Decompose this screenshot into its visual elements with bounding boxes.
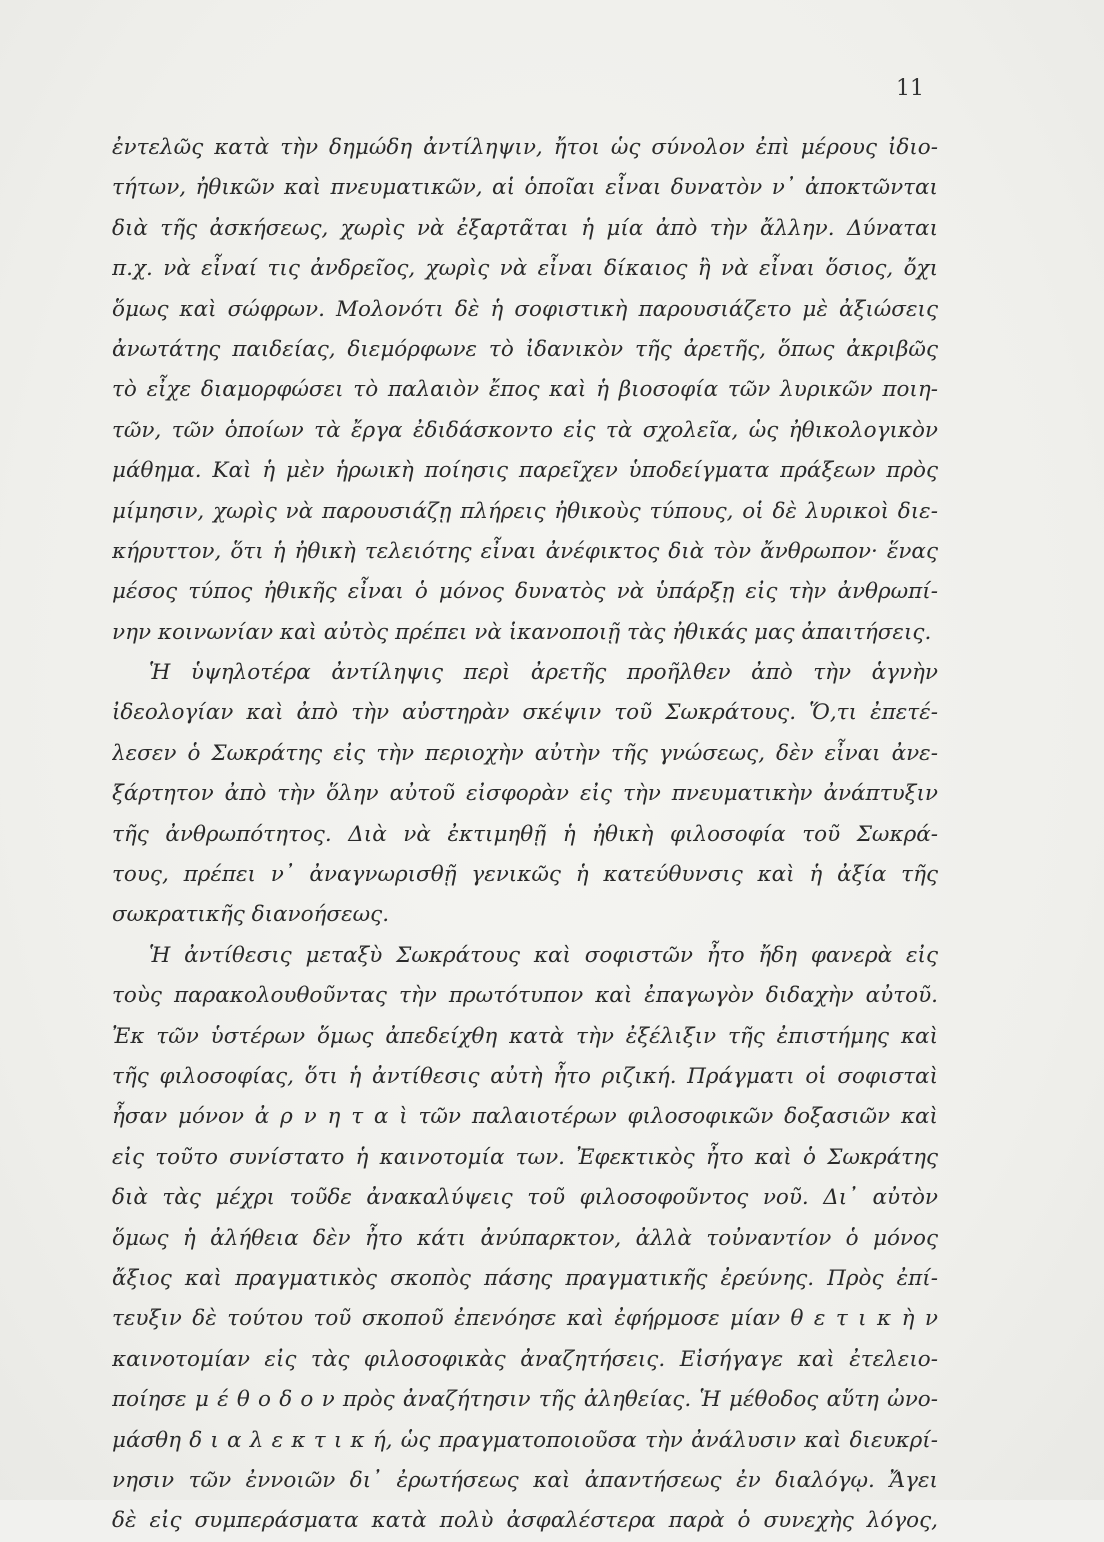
text-line: Ἐκ τῶν ὑστέρων ὅμως ἀπεδείχθη κατὰ τὴν ἐξέλιξιν τῆς ἐπιστήμης καὶ [112, 1023, 938, 1049]
text-line: καινοτομίαν εἰς τὰς φιλοσοφικὰς ἀναζητήσεις. Εἰσήγαγε καὶ ἐτελειο- [112, 1346, 938, 1372]
text-line: τῆς φιλοσοφίας, ὅτι ἡ ἀντίθεσις αὐτὴ ἦτο ριζική. Πράγματι οἱ σοφισταὶ [112, 1063, 938, 1089]
text-line: τους, πρέπει ν᾽ ἀναγνωρισθῇ γενικῶς ἡ κατεύθυνσις καὶ ἡ ἀξία τῆς [112, 862, 938, 888]
text-line: διὰ τὰς μέχρι τοῦδε ἀνακαλύψεις τοῦ φιλοσοφοῦντος νοῦ. Δι᾽ αὐτὸν [112, 1185, 938, 1211]
text-line: ἄξιος καὶ πραγματικὸς σκοπὸς πάσης πραγματικῆς ἐρεύνης. Πρὸς ἐπί- [112, 1265, 938, 1291]
text-line: σωκρατικῆς διανοήσεως. [112, 902, 390, 928]
text-line: τὸ εἶχε διαμορφώσει τὸ παλαιὸν ἔπος καὶ ἡ βιοσοφία τῶν λυρικῶν ποιη- [112, 377, 938, 403]
text-line: κήρυττον, ὅτι ἡ ἠθικὴ τελειότης εἶναι ἀνέφικτος διὰ τὸν ἄνθρωπον· ἕνας [112, 538, 938, 564]
text-line: ἐντελῶς κατὰ τὴν δημώδη ἀντίληψιν, ἤτοι ὡς σύνολον ἐπὶ μέρους ἰδιο- [112, 135, 938, 160]
text-line: ἀνωτάτης παιδείας, διεμόρφωνε τὸ ἰδανικὸν τῆς ἀρετῆς, ὅπως ἀκριβῶς [112, 336, 938, 362]
paragraph-start-line: Ἡ ὑψηλοτέρα ἀντίληψις περὶ ἀρετῆς προῆλθεν ἀπὸ τὴν ἁγνὴν [149, 660, 938, 686]
text-line: ἰδεολογίαν καὶ ἀπὸ τὴν αὐστηρὰν σκέψιν τοῦ Σωκράτους. Ὅ,τι ἐπετέ- [112, 700, 938, 726]
text-line: μέσος τύπος ἠθικῆς εἶναι ὁ μόνος δυνατὸς νὰ ὑπάρξῃ εἰς τὴν ἀνθρωπί- [112, 579, 938, 605]
text-line: τευξιν δὲ τούτου τοῦ σκοποῦ ἐπενόησε καὶ ἐφήρμοσε μίαν θ ε τ ι κ ὴ ν [112, 1306, 938, 1332]
body-text [112, 128, 938, 1542]
text-line: ὅμως καὶ σώφρων. Μολονότι δὲ ἡ σοφιστικὴ παρουσιάζετο μὲ ἀξιώσεις [112, 296, 938, 322]
text-line: νην κοινωνίαν καὶ αὐτὸς πρέπει νὰ ἱκανοποιῇ τὰς ἠθικάς μας ἀπαιτήσεις. [112, 619, 932, 645]
text-line: τήτων, ἠθικῶν καὶ πνευματικῶν, αἱ ὁποῖαι εἶναι δυνατὸν ν᾽ ἀποκτῶνται [112, 175, 938, 201]
text-line: μίμησιν, χωρὶς νὰ παρουσιάζῃ πλήρεις ἠθικοὺς τύπους, οἱ δὲ λυρικοὶ διε- [112, 498, 938, 524]
text-line: τοὺς παρακολουθοῦντας τὴν πρωτότυπον καὶ ἐπαγωγὸν διδαχὴν αὐτοῦ. [112, 983, 938, 1009]
page-number: 11 [896, 76, 924, 101]
text-line: δὲ εἰς συμπεράσματα κατὰ πολὺ ἀσφαλέστερα παρὰ ὁ συνεχὴς λόγος, [112, 1508, 938, 1534]
text-line: ἦσαν μόνον ἀ ρ ν η τ α ὶ τῶν παλαιοτέρων φιλοσοφικῶν δοξασιῶν καὶ [112, 1104, 938, 1130]
text-line: λεσεν ὁ Σωκράτης εἰς τὴν περιοχὴν αὐτὴν τῆς γνώσεως, δὲν εἶναι ἀνε- [112, 740, 938, 766]
text-line: τῆς ἀνθρωπότητος. Διὰ νὰ ἐκτιμηθῇ ἡ ἠθικὴ φιλοσοφία τοῦ Σωκρά- [112, 821, 938, 847]
paragraph-start-line: Ἡ ἀντίθεσις μεταξὺ Σωκράτους καὶ σοφιστῶν ἦτο ἤδη φανερὰ εἰς [149, 942, 938, 968]
text-line: νησιν τῶν ἐννοιῶν δι᾽ ἐρωτήσεως καὶ ἀπαντήσεως ἐν διαλόγῳ. Ἄγει [112, 1467, 938, 1493]
text-line: π.χ. νὰ εἶναί τις ἀνδρεῖος, χωρὶς νὰ εἶναι δίκαιος ἢ νὰ εἶναι ὅσιος, ὄχι [112, 256, 938, 282]
text-line: ὅμως ἡ ἀλήθεια δὲν ἦτο κάτι ἀνύπαρκτον, ἀλλὰ τοὐναντίον ὁ μόνος [112, 1225, 938, 1251]
text-line: τῶν, τῶν ὁποίων τὰ ἔργα ἐδιδάσκοντο εἰς τὰ σχολεῖα, ὡς ἠθικολογικὸν [112, 417, 938, 443]
text-line: μάσθη δ ι α λ ε κ τ ι κ ή, ὡς πραγματοποιοῦσα τὴν ἀνάλυσιν καὶ διευκρί- [112, 1427, 938, 1453]
text-line: εἰς τοῦτο συνίστατο ἡ καινοτομία των. Ἐφεκτικὸς ἦτο καὶ ὁ Σωκράτης [112, 1144, 938, 1170]
text-line: ποίησε μ έ θ ο δ ο ν πρὸς ἀναζήτησιν τῆς ἀληθείας. Ἡ μέθοδος αὕτη ὠνο- [112, 1387, 938, 1413]
text-line: ξάρτητον ἀπὸ τὴν ὅλην αὐτοῦ εἰσφορὰν εἰς τὴν πνευματικὴν ἀνάπτυξιν [112, 781, 938, 807]
text-line: διὰ τῆς ἀσκήσεως, χωρὶς νὰ ἐξαρτᾶται ἡ μία ἀπὸ τὴν ἄλλην. Δύναται [112, 215, 938, 241]
text-line: μάθημα. Καὶ ἡ μὲν ἡρωικὴ ποίησις παρεῖχεν ὑποδείγματα πράξεων πρὸς [112, 458, 938, 484]
